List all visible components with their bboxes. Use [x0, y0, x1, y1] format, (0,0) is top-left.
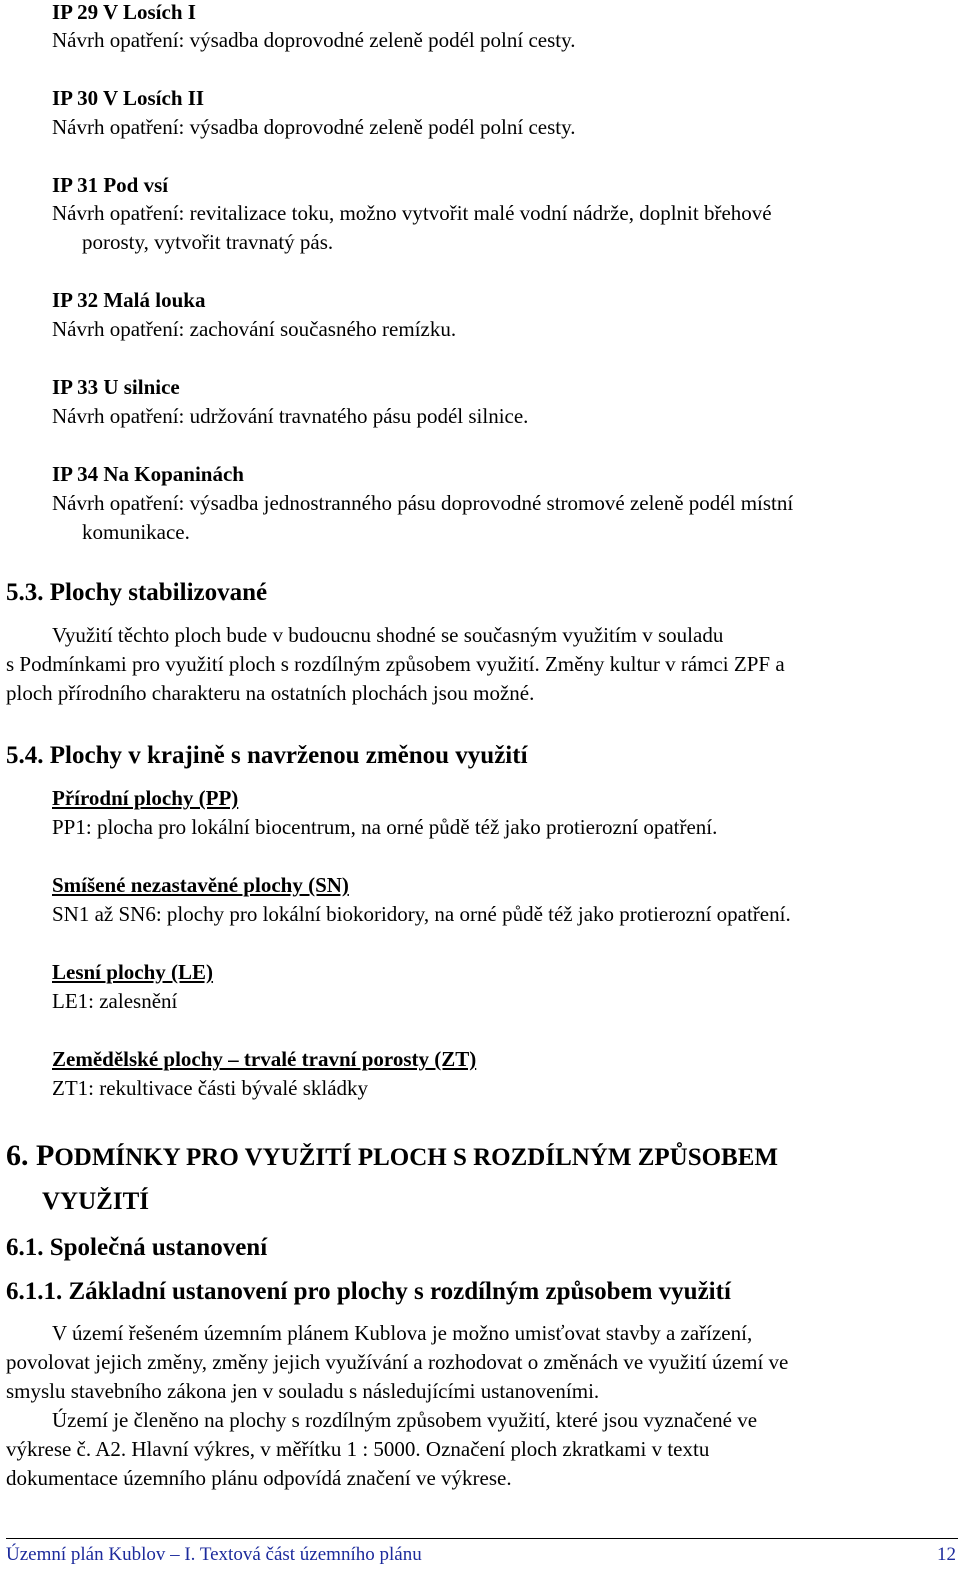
s611-line-1: V území řešeném územním plánem Kublova je možno umisťovat stavby a zařízení,	[52, 1321, 753, 1345]
ip32-title: IP 32 Malá louka	[52, 288, 206, 312]
sn-text: SN1 až SN6: plochy pro lokální biokoridory, na orné půdě též jako protierozní opatření.	[52, 902, 791, 926]
footer-title: Územní plán Kublov – I. Textová část územního plánu	[6, 1544, 422, 1565]
s53-line-3: ploch přírodního charakteru na ostatních plochách jsou možné.	[6, 681, 535, 705]
chapter-6-heading-line2-wrap	[42, 1178, 149, 1224]
ip33-text: Návrh opatření: udržování travnatého pásu podél silnice.	[52, 404, 529, 428]
ip34-text-1: Návrh opatření: výsadba jednostranného pásu doprovodné stromové zeleně podél místní	[52, 491, 794, 515]
ip31-text-1: Návrh opatření: revitalizace toku, možno vytvořit malé vodní nádrže, doplnit břehové	[52, 201, 772, 225]
s611-line-3: smyslu stavebního zákona jen v souladu s následujícími ustanoveními.	[6, 1379, 600, 1403]
pp-text: PP1: plocha pro lokální biocentrum, na orné půdě též jako protierozní opatření.	[52, 815, 718, 839]
chapter-6-heading-cap: P	[36, 1139, 55, 1172]
chapter-6-heading	[6, 1134, 778, 1180]
le-title: Lesní plochy (LE)	[52, 960, 214, 984]
s53-line-2: s Podmínkami pro využití ploch s rozdílným způsobem využití. Změny kultur v rámci ZPF a	[6, 652, 785, 676]
s611-line-5: výkrese č. A2. Hlavní výkres, v měřítku 1 : 5000. Označení ploch zkratkami v textu	[6, 1437, 710, 1461]
pp-title: Přírodní plochy (PP)	[52, 786, 239, 810]
ip34-title: IP 34 Na Kopaninách	[52, 462, 244, 486]
ip31-title: IP 31 Pod vsí	[52, 173, 169, 197]
ip29-text: Návrh opatření: výsadba doprovodné zeleně podél polní cesty.	[52, 28, 576, 52]
le-text: LE1: zalesnění	[52, 989, 178, 1013]
zt-text: ZT1: rekultivace části bývalé skládky	[52, 1076, 369, 1100]
chapter-6-number: 6.	[6, 1139, 29, 1172]
chapter-6-heading-rest: ODMÍNKY PRO VYUŽITÍ PLOCH S ROZDÍLNÝM ZPŮSOBEM	[54, 1144, 778, 1171]
sn-title: Smíšené nezastavěné plochy (SN)	[52, 873, 349, 897]
s53-line-1: Využití těchto ploch bude v budoucnu shodné se současným využitím v souladu	[52, 623, 724, 647]
ip29-title: IP 29 V Losích I	[52, 0, 196, 24]
ip34-text-2: komunikace.	[82, 520, 190, 544]
section-5-3-heading: 5.3. Plochy stabilizované	[6, 579, 268, 606]
s611-line-2: povolovat jejich změny, změny jejich využívání a rozhodovat o změnách ve využití území ve	[6, 1350, 789, 1374]
section-5-4-heading: 5.4. Plochy v krajině s navrženou změnou využití	[6, 742, 528, 769]
ip33-title: IP 33 U silnice	[52, 375, 180, 399]
ip30-text: Návrh opatření: výsadba doprovodné zeleně podél polní cesty.	[52, 115, 576, 139]
s611-line-4: Území je členěno na plochy s rozdílným způsobem využití, které jsou vyznačené ve	[52, 1408, 758, 1432]
zt-title: Zemědělské plochy – trvalé travní porosty (ZT)	[52, 1047, 477, 1071]
section-6-1-heading: 6.1. Společná ustanovení	[6, 1234, 268, 1261]
page-number: 12	[937, 1544, 956, 1565]
footer-divider	[6, 1538, 958, 1539]
chapter-6-heading-line2: VYUŽITÍ	[42, 1188, 149, 1215]
ip31-text-2: porosty, vytvořit travnatý pás.	[82, 230, 334, 254]
ip32-text: Návrh opatření: zachování současného remízku.	[52, 317, 457, 341]
section-6-1-1-heading: 6.1.1. Základní ustanovení pro plochy s rozdílným způsobem využití	[6, 1278, 731, 1305]
s611-line-6: dokumentace územního plánu odpovídá značení ve výkrese.	[6, 1466, 512, 1490]
ip30-title: IP 30 V Losích II	[52, 86, 205, 110]
